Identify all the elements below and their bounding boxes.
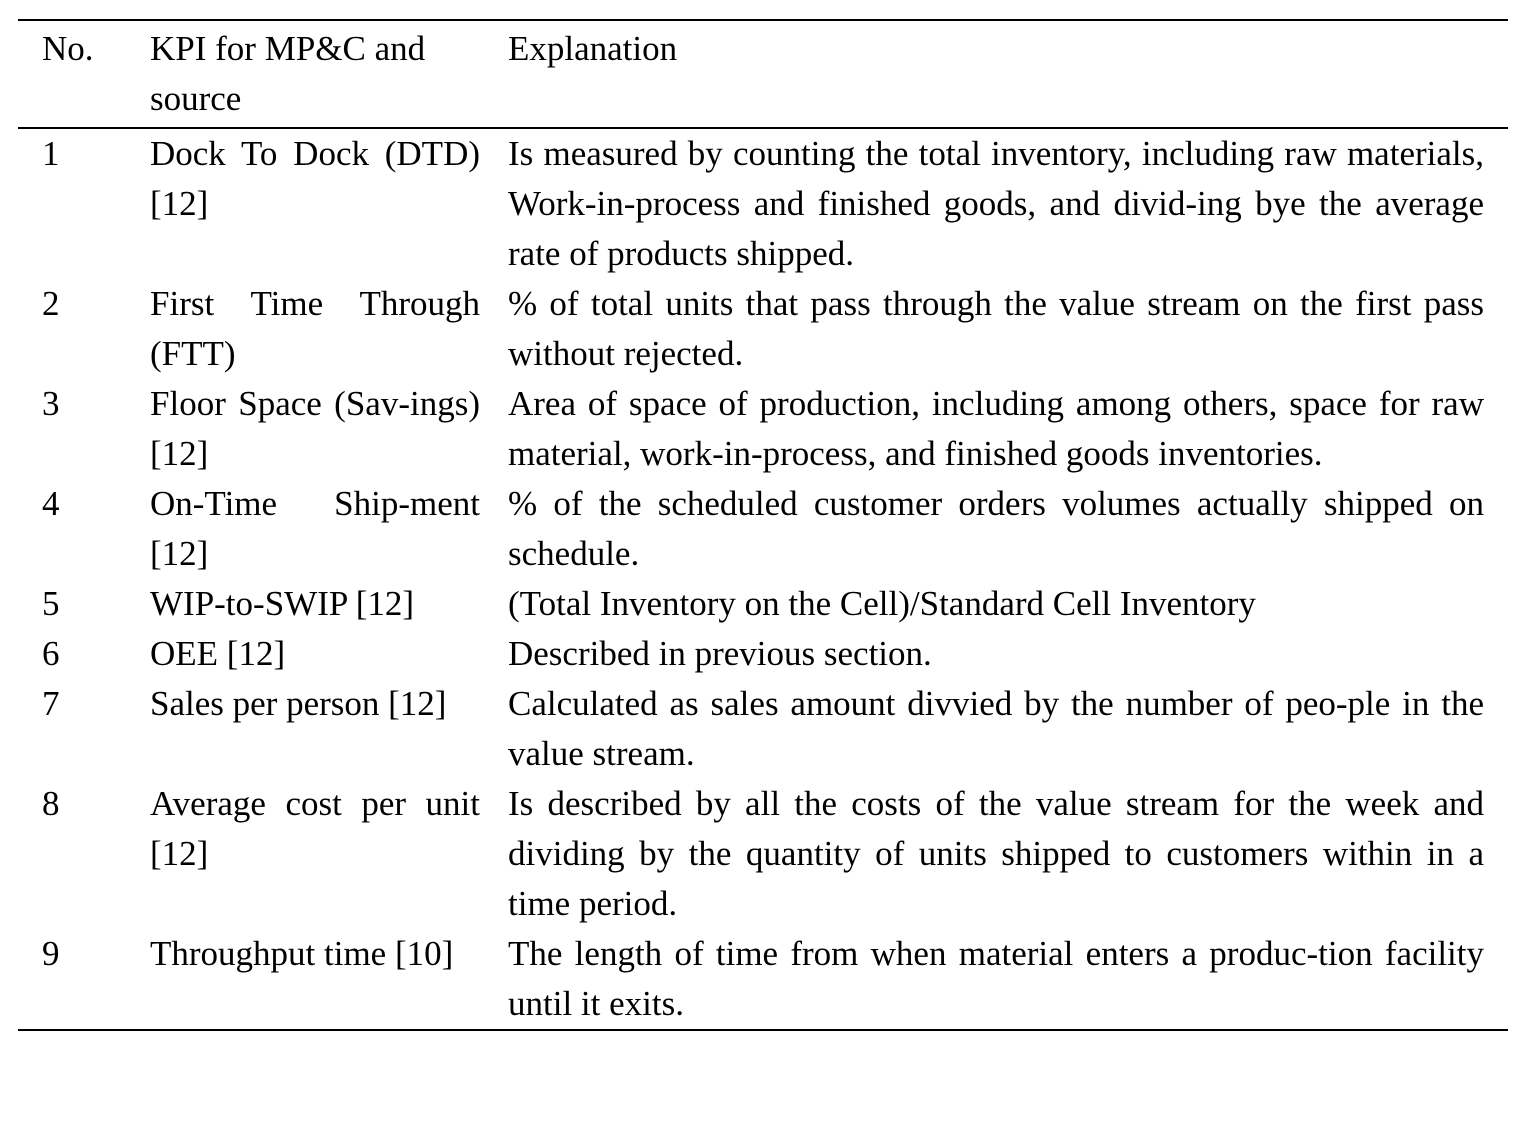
row-number: 6 bbox=[42, 634, 60, 673]
row-explanation: Described in previous section. bbox=[508, 634, 932, 673]
row-kpi: WIP-to-SWIP [12] bbox=[150, 584, 415, 623]
row-kpi: OEE [12] bbox=[150, 634, 286, 673]
table-row bbox=[18, 128, 1508, 279]
row-explanation: Area of space of production, including among others, space for raw material, work-in-process, and finished goods inventories. bbox=[508, 384, 1484, 473]
header-explanation: Explanation bbox=[508, 29, 678, 68]
kpi-table bbox=[18, 19, 1508, 1031]
row-number: 9 bbox=[42, 934, 60, 973]
table-row bbox=[18, 679, 1508, 779]
table-body bbox=[18, 128, 1508, 1030]
table-header bbox=[18, 20, 1508, 128]
row-number: 1 bbox=[42, 134, 60, 173]
header-no: No. bbox=[42, 29, 94, 68]
header-kpi: KPI for MP&C and source bbox=[150, 29, 426, 118]
row-number: 3 bbox=[42, 384, 60, 423]
table-row bbox=[18, 929, 1508, 1030]
table-row bbox=[18, 779, 1508, 929]
table-row bbox=[18, 629, 1508, 679]
table-row bbox=[18, 279, 1508, 379]
row-explanation: The length of time from when material enters a produc-tion facility until it exits. bbox=[508, 934, 1484, 1023]
row-kpi: Sales per person [12] bbox=[150, 684, 447, 723]
row-kpi: On-Time Ship-ment [12] bbox=[150, 484, 480, 573]
row-explanation: (Total Inventory on the Cell)/Standard Cell Inventory bbox=[508, 584, 1256, 623]
row-explanation: Is measured by counting the total inventory, including raw materials, Work-in-process and finished goods, and divid-ing bye the average rate of products shipped. bbox=[508, 134, 1484, 273]
row-number: 4 bbox=[42, 484, 60, 523]
row-explanation: Is described by all the costs of the value stream for the week and dividing by the quantity of units shipped to customers within in a time period. bbox=[508, 784, 1484, 923]
row-number: 2 bbox=[42, 284, 60, 323]
row-explanation: % of the scheduled customer orders volumes actually shipped on schedule. bbox=[508, 484, 1484, 573]
header-row bbox=[18, 20, 1508, 128]
row-number: 8 bbox=[42, 784, 60, 823]
row-kpi: Floor Space (Sav-ings) [12] bbox=[150, 384, 480, 473]
row-kpi: First Time Through (FTT) bbox=[150, 284, 480, 373]
row-number: 7 bbox=[42, 684, 60, 723]
table-row bbox=[18, 479, 1508, 579]
row-kpi: Average cost per unit [12] bbox=[150, 784, 480, 873]
table-row bbox=[18, 579, 1508, 629]
table-row bbox=[18, 379, 1508, 479]
row-kpi: Dock To Dock (DTD) [12] bbox=[150, 134, 480, 223]
row-explanation: Calculated as sales amount divvied by the number of peo-ple in the value stream. bbox=[508, 684, 1484, 773]
row-explanation: % of total units that pass through the value stream on the first pass without rejected. bbox=[508, 284, 1484, 373]
row-number: 5 bbox=[42, 584, 60, 623]
row-kpi: Throughput time [10] bbox=[150, 934, 454, 973]
